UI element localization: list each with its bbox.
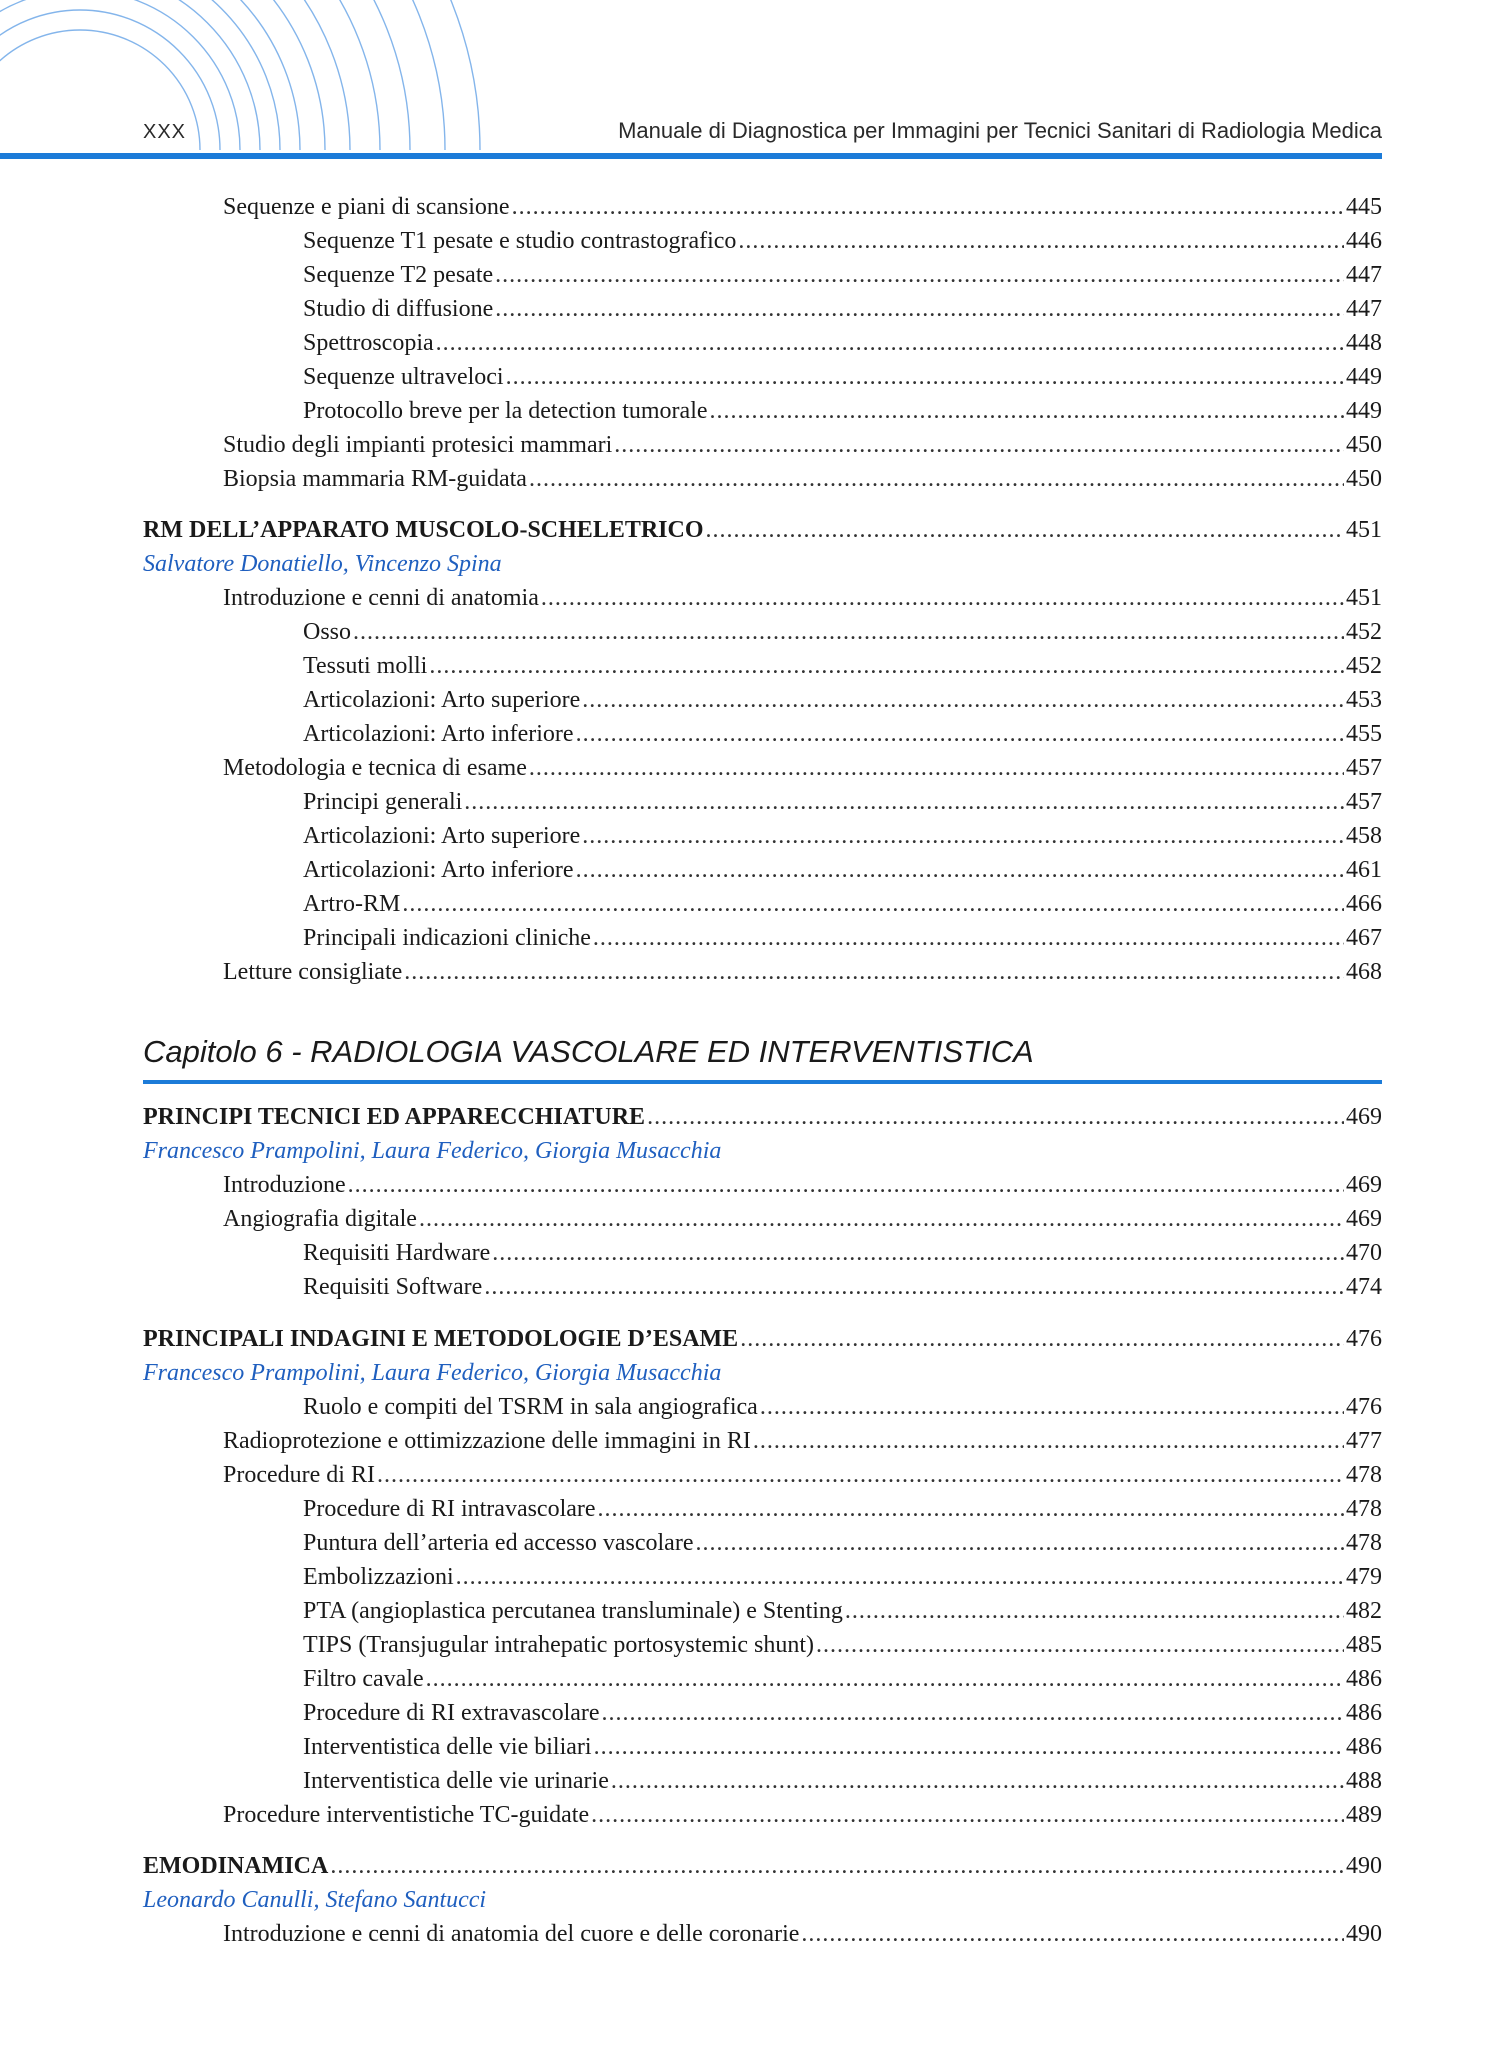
- header-title: Manuale di Diagnostica per Immagini per Tecnici Sanitari di Radiologia Medica: [618, 118, 1382, 143]
- toc-entry[interactable]: Introduzione e cenni di anatomia del cuore e delle coronarie ..... 490: [143, 1917, 1382, 1951]
- toc-entry[interactable]: Spettroscopia ..... 448: [143, 326, 1382, 360]
- toc-entry[interactable]: TIPS (Transjugular intrahepatic portosystemic shunt) ..... 485: [143, 1628, 1382, 1662]
- toc-entry[interactable]: Metodologia e tecnica di esame ..... 457: [143, 751, 1382, 785]
- toc-entry[interactable]: Procedure di RI extravascolare ..... 486: [143, 1696, 1382, 1730]
- toc-entry[interactable]: Introduzione e cenni di anatomia ..... 451: [143, 581, 1382, 615]
- toc-entry[interactable]: Interventistica delle vie biliari ..... 486: [143, 1730, 1382, 1764]
- header-rule: [0, 153, 1382, 159]
- toc-entry[interactable]: Articolazioni: Arto superiore ..... 458: [143, 819, 1382, 853]
- toc-entry[interactable]: Introduzione ..... 469: [143, 1168, 1382, 1202]
- toc-entry[interactable]: Procedure interventistiche TC-guidate ..... 489: [143, 1798, 1382, 1832]
- toc-entry[interactable]: Sequenze e piani di scansione ..... 445: [143, 190, 1382, 224]
- toc-entry[interactable]: Articolazioni: Arto inferiore ..... 455: [143, 717, 1382, 751]
- toc-entry[interactable]: Articolazioni: Arto inferiore ..... 461: [143, 853, 1382, 887]
- toc-entry[interactable]: Ruolo e compiti del TSRM in sala angiografica ..... 476: [143, 1390, 1382, 1424]
- toc-entry[interactable]: Tessuti molli ..... 452: [143, 649, 1382, 683]
- chapter-rule: [143, 1080, 1382, 1084]
- toc-entry[interactable]: Biopsia mammaria RM-guidata ..... 450: [143, 462, 1382, 496]
- toc-entry[interactable]: Sequenze ultraveloci ..... 449: [143, 360, 1382, 394]
- section-authors: Leonardo Canulli, Stefano Santucci: [143, 1887, 487, 1913]
- toc-entry[interactable]: Requisiti Software ..... 474: [143, 1270, 1382, 1304]
- toc-entry[interactable]: Radioprotezione e ottimizzazione delle immagini in RI ..... 477: [143, 1424, 1382, 1458]
- toc-entry[interactable]: Sequenze T1 pesate e studio contrastografico ..... 446: [143, 224, 1382, 258]
- toc-entry[interactable]: Puntura dell’arteria ed accesso vascolare ..... 478: [143, 1526, 1382, 1560]
- toc-entry[interactable]: Procedure di RI intravascolare ..... 478: [143, 1492, 1382, 1526]
- toc-entry[interactable]: Principi generali ..... 457: [143, 785, 1382, 819]
- toc-entry[interactable]: Artro-RM ..... 466: [143, 887, 1382, 921]
- toc-entry[interactable]: Procedure di RI ..... 478: [143, 1458, 1382, 1492]
- toc-entry[interactable]: Osso ..... 452: [143, 615, 1382, 649]
- toc-entry[interactable]: Embolizzazioni ..... 479: [143, 1560, 1382, 1594]
- toc-section-title[interactable]: PRINCIPI TECNICI ED APPARECCHIATURE ..... 469: [143, 1100, 1382, 1134]
- toc-entry[interactable]: Letture consigliate ..... 468: [143, 955, 1382, 989]
- page-number: XXX: [143, 121, 187, 143]
- toc-entry[interactable]: Principali indicazioni cliniche ..... 467: [143, 921, 1382, 955]
- toc-entry[interactable]: PTA (angioplastica percutanea transluminale) e Stenting ..... 482: [143, 1594, 1382, 1628]
- toc-entry[interactable]: Interventistica delle vie urinarie ..... 488: [143, 1764, 1382, 1798]
- toc-section-title[interactable]: PRINCIPALI INDAGINI E METODOLOGIE D’ESAME ..... 476: [143, 1322, 1382, 1356]
- toc-section-title[interactable]: EMODINAMICA ..... 490: [143, 1849, 1382, 1883]
- page-header: [143, 113, 1382, 149]
- toc-entry[interactable]: Requisiti Hardware ..... 470: [143, 1236, 1382, 1270]
- toc-entry[interactable]: Articolazioni: Arto superiore ..... 453: [143, 683, 1382, 717]
- toc-entry[interactable]: Angiografia digitale ..... 469: [143, 1202, 1382, 1236]
- section-authors: Francesco Prampolini, Laura Federico, Giorgia Musacchia: [143, 1138, 722, 1164]
- toc-entry[interactable]: Studio degli impianti protesici mammari ..... 450: [143, 428, 1382, 462]
- toc-entry[interactable]: Protocollo breve per la detection tumorale ..... 449: [143, 394, 1382, 428]
- section-authors: Francesco Prampolini, Laura Federico, Giorgia Musacchia: [143, 1360, 722, 1386]
- toc-entry[interactable]: Filtro cavale ..... 486: [143, 1662, 1382, 1696]
- toc-entry[interactable]: Studio di diffusione ..... 447: [143, 292, 1382, 326]
- toc-entry[interactable]: Sequenze T2 pesate ..... 447: [143, 258, 1382, 292]
- toc-section-title[interactable]: RM DELL’APPARATO MUSCOLO-SCHELETRICO ..... 451: [143, 513, 1382, 547]
- section-authors: Salvatore Donatiello, Vincenzo Spina: [143, 551, 502, 577]
- chapter-title: Capitolo 6 - RADIOLOGIA VASCOLARE ED INTERVENTISTICA: [143, 1034, 1034, 1069]
